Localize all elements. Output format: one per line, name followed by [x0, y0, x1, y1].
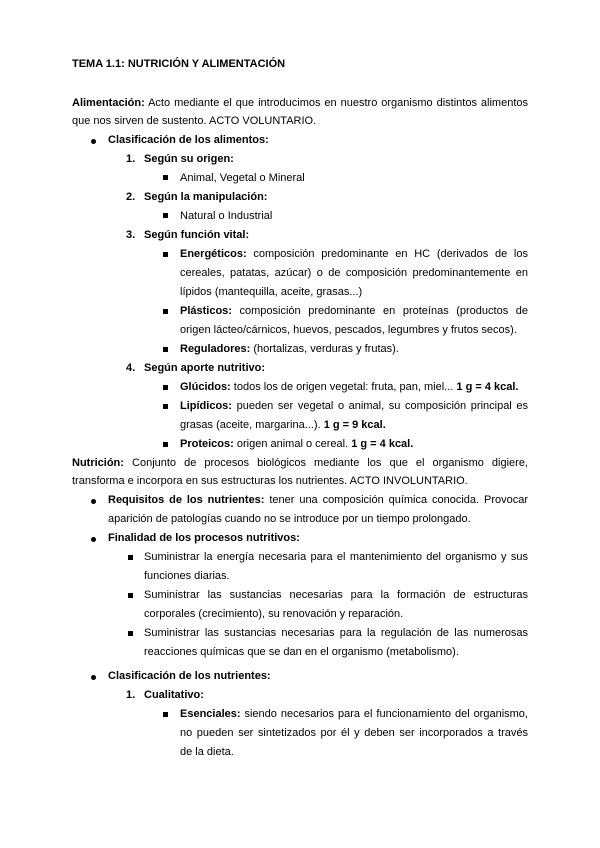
nutricion-line-2: transforma e incorpora en sus estructuras los nutrientes. ACTO INVOLUNTARIO. — [72, 475, 468, 487]
list-number: 1. — [126, 153, 136, 165]
bullet-dot — [91, 499, 96, 504]
list-number: 1. — [126, 689, 136, 701]
requisitos-line-2: aparición de patologías cuando no se introduce por un tiempo prolongado. — [108, 513, 471, 525]
esenciales-line-1: Esenciales: siendo necesarios para el funcionamiento del organismo, — [180, 708, 528, 720]
alimentacion-line-2: que nos sirven de sustento. ACTO VOLUNTARIO. — [72, 115, 317, 127]
aporte-nutritivo-heading: Según aporte nutritivo: — [144, 362, 265, 374]
funcion-vital-heading: Según función vital: — [144, 229, 250, 241]
energeticos-line-1: Energéticos: composición predominante en HC (derivados de los — [180, 248, 528, 260]
bullet-square — [163, 252, 168, 257]
finalidad-item-1-line-2: funciones diarias. — [144, 570, 230, 582]
bullet-dot — [91, 139, 96, 144]
list-number: 4. — [126, 362, 136, 374]
reguladores-line: Reguladores: (hortalizas, verduras y frutas). — [180, 343, 399, 355]
bullet-square — [163, 213, 168, 218]
origen-heading: Según su origen: — [144, 153, 234, 165]
bullet-square — [163, 442, 168, 447]
page-title: TEMA 1.1: NUTRICIÓN Y ALIMENTACIÓN — [72, 58, 286, 70]
clasif-alimentos-heading: Clasificación de los alimentos: — [108, 134, 269, 146]
glucidos-line: Glúcidos: todos los de origen vegetal: fruta, pan, miel... 1 g = 4 kcal. — [180, 381, 519, 393]
finalidad-item-3-line-2: reacciones químicas que se dan en el organismo (metabolismo). — [144, 646, 459, 658]
bullet-square — [128, 631, 133, 636]
finalidad-item-2-line-2: corporales (crecimiento), su renovación y reparación. — [144, 608, 404, 620]
bullet-square — [163, 712, 168, 717]
finalidad-item-3-line-1: Suministrar las sustancias necesarias para la regulación de las numerosas — [144, 627, 528, 639]
plasticos-line-2: origen lácteo/cárnicos, huevos, pescados, legumbres y frutos secos). — [180, 324, 517, 336]
finalidad-item-1-line-1: Suministrar la energía necesaria para el mantenimiento del organismo y sus — [144, 551, 528, 563]
bullet-dot — [91, 537, 96, 542]
list-number: 3. — [126, 229, 136, 241]
cualitativo-heading: Cualitativo: — [144, 689, 204, 701]
manipulacion-value: Natural o Industrial — [180, 210, 273, 222]
bullet-square — [163, 347, 168, 352]
requisitos-line-1: Requisitos de los nutrientes: tener una composición química conocida. Provocar — [108, 494, 528, 506]
alimentacion-line-1: Alimentación: Acto mediante el que introducimos en nuestro organismo distintos alimentos — [72, 97, 528, 109]
list-number: 2. — [126, 191, 136, 203]
bullet-square — [163, 404, 168, 409]
finalidad-item-2-line-1: Suministrar las sustancias necesarias para la formación de estructuras — [144, 589, 528, 601]
finalidad-heading: Finalidad de los procesos nutritivos: — [108, 532, 300, 544]
bullet-dot — [91, 675, 96, 680]
bullet-square — [163, 175, 168, 180]
lipidos-line-2: grasas (aceite, margarina...). 1 g = 9 kcal. — [180, 419, 386, 431]
manipulacion-heading: Según la manipulación: — [144, 191, 268, 203]
nutricion-line-1: Nutrición: Conjunto de procesos biológicos mediante los que el organismo digiere, — [72, 457, 528, 469]
esenciales-line-3: de la dieta. — [180, 746, 234, 758]
plasticos-line-1: Plásticos: composición predominante en proteínas (productos de — [180, 305, 528, 317]
energeticos-line-2: cereales, patatas, azúcar) o de composición predominantemente en — [180, 267, 528, 279]
bullet-square — [163, 385, 168, 390]
bullet-square — [128, 555, 133, 560]
clasif-nutrientes-heading: Clasificación de los nutrientes: — [108, 670, 271, 682]
bullet-square — [163, 309, 168, 314]
bullet-square — [128, 593, 133, 598]
lipidos-line-1: Lipídicos: pueden ser vegetal o animal, su composición principal es — [180, 400, 528, 412]
proteicos-line: Proteicos: origen animal o cereal. 1 g = 4 kcal. — [180, 438, 414, 450]
origen-value: Animal, Vegetal o Mineral — [180, 172, 305, 184]
energeticos-line-3: lípidos (mantequilla, aceite, grasas...) — [180, 286, 363, 298]
esenciales-line-2: no pueden ser sintetizados por él y deben ser incorporados a través — [180, 727, 528, 739]
